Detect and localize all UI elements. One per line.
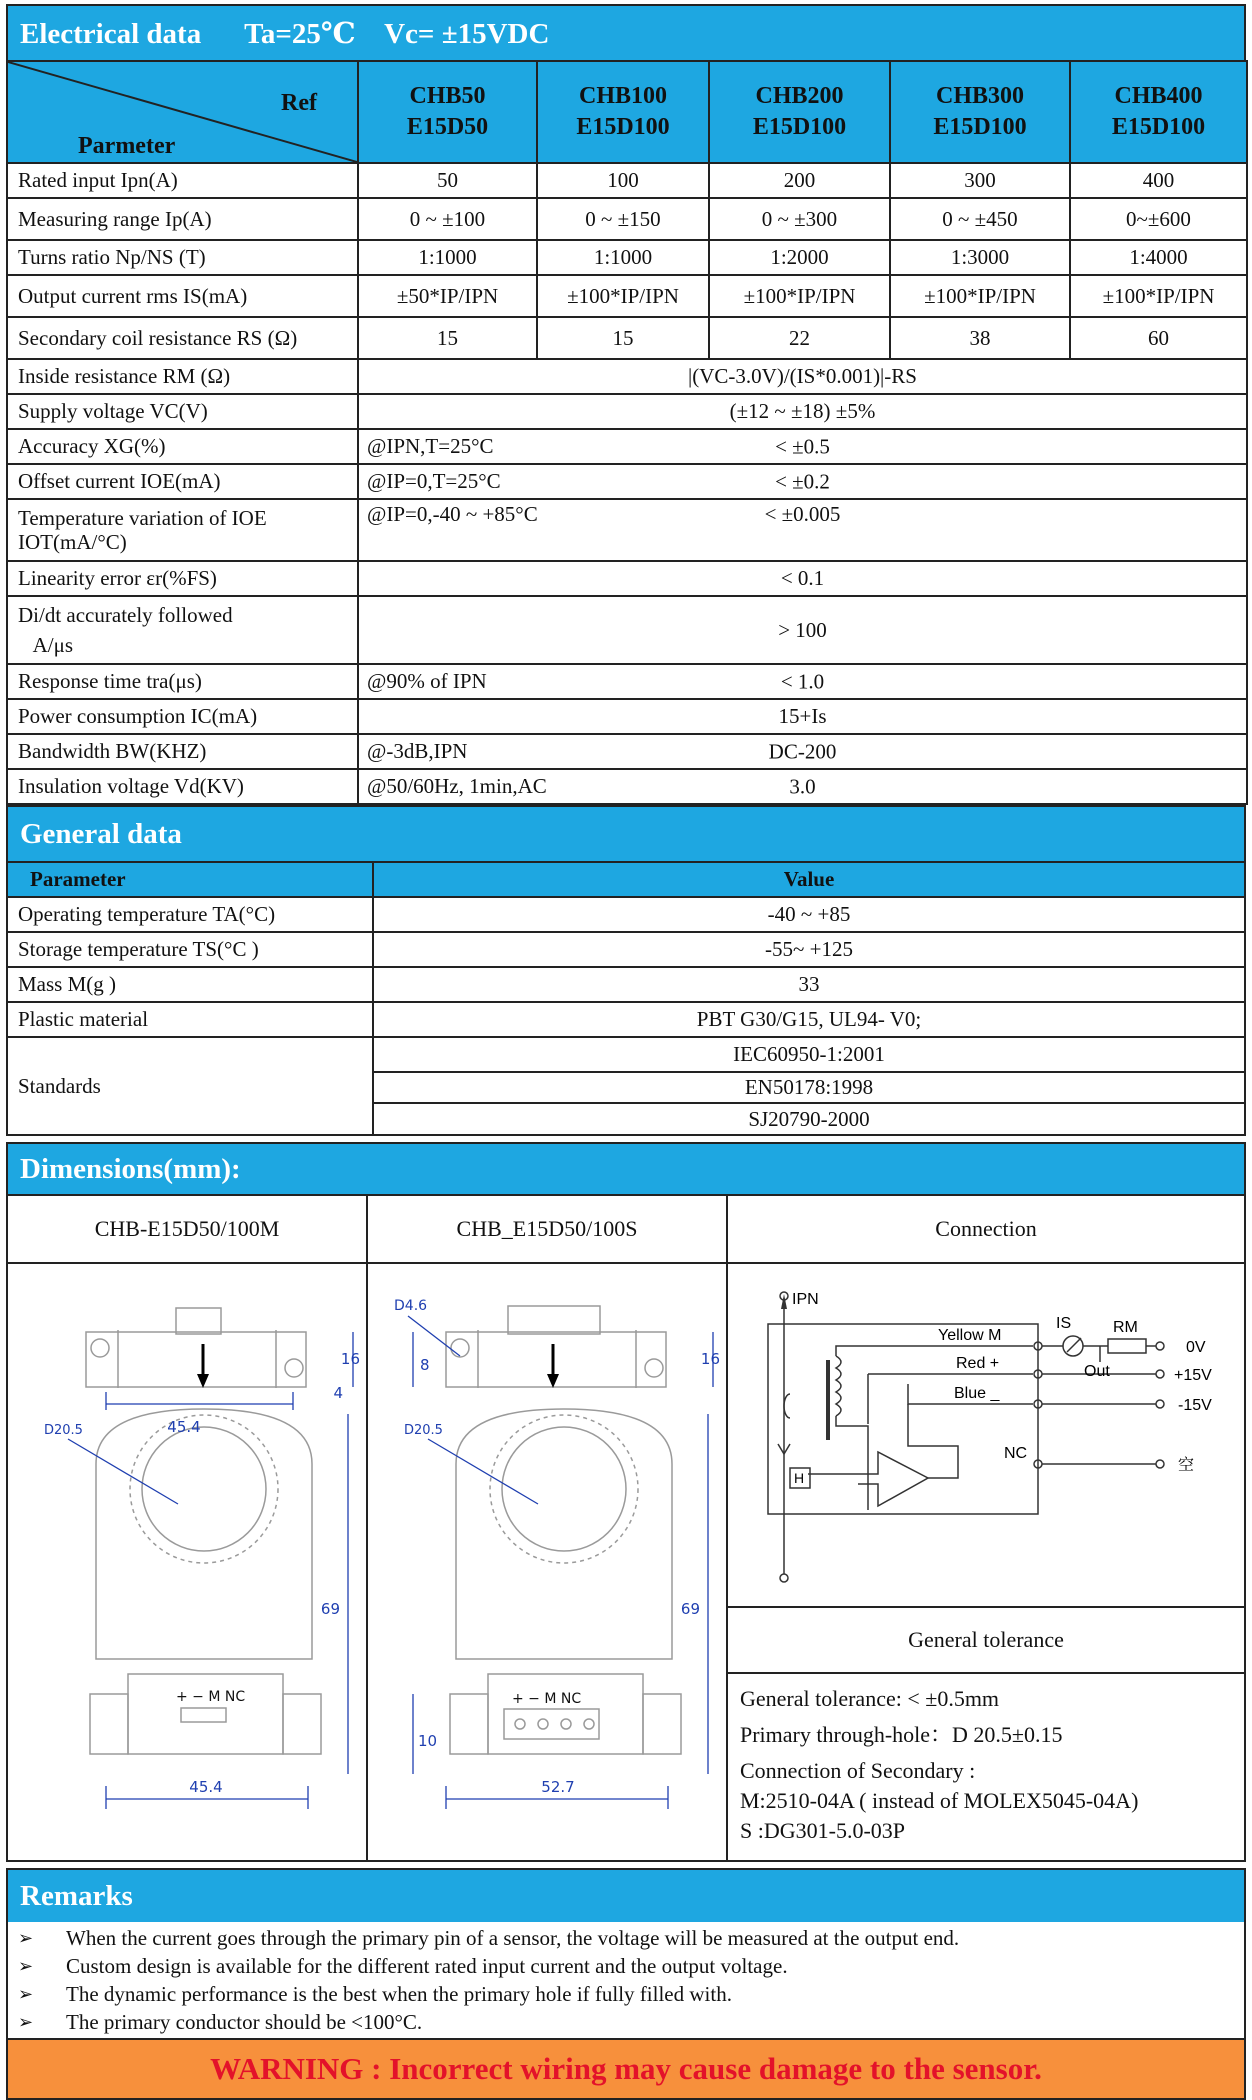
connection-title: Connection xyxy=(727,1195,1245,1263)
cell: IEC60950-1:2001 xyxy=(373,1037,1245,1072)
cell: 0~±600 xyxy=(1070,198,1247,240)
table-row xyxy=(7,1037,1245,1072)
table-row xyxy=(7,932,1245,967)
label-blue: Blue _ xyxy=(954,1385,1000,1402)
cell: 100 xyxy=(537,163,709,198)
cell: 200 xyxy=(709,163,890,198)
model-chb200: CHB200 E15D100 xyxy=(709,61,890,163)
dim-width-top: 45.4 xyxy=(167,1418,201,1436)
label-is: IS xyxy=(1056,1315,1072,1332)
table-row xyxy=(7,499,1247,561)
list-item: ➢ The dynamic performance is the best when the primary hole if fully filled with. xyxy=(18,1982,732,2006)
table-row xyxy=(7,1002,1245,1037)
label-empty: 空 xyxy=(1178,1457,1195,1474)
row-label: Response time tra(μs) xyxy=(7,664,358,699)
pin-labels: + − M NC xyxy=(512,1691,582,1707)
tolerance-line: Primary through-hole：D 20.5±0.15 xyxy=(740,1722,1063,1747)
general-table xyxy=(6,861,1246,1136)
general-header xyxy=(6,805,1246,861)
connection-svg xyxy=(728,1264,1245,1606)
row-label: Measuring range Ip(A) xyxy=(7,198,358,240)
row-label: Linearity error εr(%FS) xyxy=(7,561,358,596)
tolerance-text xyxy=(728,1674,1244,1856)
row-label: Standards xyxy=(7,1037,373,1135)
label-minus15v: -15V xyxy=(1178,1397,1212,1414)
cell: 22 xyxy=(709,317,890,359)
cell: ±100*IP/IPN xyxy=(890,275,1070,317)
row-label: Temperature variation of IOE IOT(mA/°C) xyxy=(7,499,358,561)
cell: ±100*IP/IPN xyxy=(537,275,709,317)
electrical-header xyxy=(6,4,1246,60)
remarks-list xyxy=(6,1922,1246,2040)
model-chb300: CHB300 E15D100 xyxy=(890,61,1070,163)
tolerance-line: Connection of Secondary : xyxy=(740,1758,976,1783)
connection-panel xyxy=(727,1263,1245,1861)
list-item: ➢ When the current goes through the primary pin of a sensor, the voltage will be measured at the output end. xyxy=(18,1926,960,1950)
cell: 60 xyxy=(1070,317,1247,359)
tolerance-title: General tolerance xyxy=(728,1606,1244,1674)
row-label: Storage temperature TS(°C ) xyxy=(7,932,373,967)
label-0v: 0V xyxy=(1186,1339,1206,1356)
table-row xyxy=(7,275,1247,317)
electrical-title: Electrical data Ta=25℃ Vc= ±15VDC xyxy=(20,17,550,50)
model-chb400: CHB400 E15D100 xyxy=(1070,61,1247,163)
cell: 15 xyxy=(358,317,537,359)
label-rm: RM xyxy=(1113,1319,1138,1336)
cell: @IPN,T=25°C < ±0.5 xyxy=(358,429,1247,464)
row-label: Inside resistance RM (Ω) xyxy=(7,359,358,394)
row-label: Secondary coil resistance RS (Ω) xyxy=(7,317,358,359)
tolerance-line: General tolerance: < ±0.5mm xyxy=(740,1686,1000,1711)
cell: SJ20790-2000 xyxy=(373,1103,1245,1135)
tolerance-line: M:2510-04A ( instead of MOLEX5045-04A) xyxy=(740,1788,1139,1813)
model-chb100: CHB100 E15D100 xyxy=(537,61,709,163)
ref-parameter-cell xyxy=(7,61,358,163)
row-label: Rated input Ipn(A) xyxy=(7,163,358,198)
cell: @-3dB,IPN DC-200 xyxy=(358,734,1247,769)
list-item: ➢ Custom design is available for the different rated input current and the output voltage. xyxy=(18,1954,788,1978)
table-row xyxy=(7,596,1247,664)
cell: 15 xyxy=(537,317,709,359)
cell: @50/60Hz, 1min,AC 3.0 xyxy=(358,769,1247,804)
cell: 15+Is xyxy=(358,699,1247,734)
model-s-title: CHB_E15D50/100S xyxy=(367,1195,727,1263)
table-row xyxy=(7,897,1245,932)
table-row xyxy=(7,240,1247,275)
row-label: Mass M(g ) xyxy=(7,967,373,1002)
label-red: Red + xyxy=(956,1355,1000,1372)
general-title: General data xyxy=(20,817,182,850)
cell: ±50*IP/IPN xyxy=(358,275,537,317)
remarks-header xyxy=(6,1868,1246,1922)
warning-text: WARNING : Incorrect wiring may cause damage to the sensor. xyxy=(210,2051,1042,2086)
table-row xyxy=(7,734,1247,769)
cell: 400 xyxy=(1070,163,1247,198)
row-label: Offset current IOE(mA) xyxy=(7,464,358,499)
dim-pin: 4 xyxy=(333,1384,343,1402)
general-header-row xyxy=(7,862,1245,897)
cell: @90% of IPN < 1.0 xyxy=(358,664,1247,699)
dimensions-header xyxy=(6,1142,1246,1194)
cell: 0 ~ ±300 xyxy=(709,198,890,240)
cell: (±12 ~ ±18) ±5% xyxy=(358,394,1247,429)
cell: < 0.1 xyxy=(358,561,1247,596)
row-label: Accuracy XG(%) xyxy=(7,429,358,464)
dimensions-table xyxy=(6,1194,1246,1862)
parameter-label: Parmeter xyxy=(78,133,176,159)
label-out: Out xyxy=(1084,1363,1110,1380)
dim-hole: D20.5 xyxy=(44,1423,83,1438)
dim-width-bottom: 52.7 xyxy=(541,1778,575,1796)
label-nc: NC xyxy=(1004,1445,1028,1462)
cell: EN50178:1998 xyxy=(373,1072,1245,1103)
table-row xyxy=(7,198,1247,240)
cell: 50 xyxy=(358,163,537,198)
row-label: Di/dt accurately followed A/μs xyxy=(7,596,358,664)
table-row xyxy=(7,317,1247,359)
label-yellow: Yellow M xyxy=(938,1327,1002,1344)
dim-height: 69 xyxy=(320,1600,340,1618)
table-row xyxy=(7,429,1247,464)
electrical-table xyxy=(6,60,1248,805)
tolerance-line: S :DG301-5.0-03P xyxy=(740,1818,906,1843)
col-header-parameter: Parameter xyxy=(7,862,373,897)
label-h: H xyxy=(794,1470,805,1486)
list-item: ➢ The primary conductor should be <100°C. xyxy=(18,2010,423,2034)
cell: 1:3000 xyxy=(890,240,1070,275)
table-row xyxy=(7,769,1247,804)
model-m-title: CHB-E15D50/100M xyxy=(7,1195,367,1263)
cell: PBT G30/G15, UL94- V0; xyxy=(373,1002,1245,1037)
table-row xyxy=(7,394,1247,429)
dim-height: 69 xyxy=(680,1600,700,1618)
row-label: Output current rms IS(mA) xyxy=(7,275,358,317)
dim-height-left: 8 xyxy=(420,1356,430,1374)
cell: 1:2000 xyxy=(709,240,890,275)
table-row xyxy=(7,699,1247,734)
cell: -55~ +125 xyxy=(373,932,1245,967)
col-header-value: Value xyxy=(373,862,1245,897)
cell: 33 xyxy=(373,967,1245,1002)
label-plus15v: +15V xyxy=(1174,1367,1212,1384)
cell: 1:1000 xyxy=(537,240,709,275)
cell: 0 ~ ±100 xyxy=(358,198,537,240)
dimensions-title: Dimensions(mm): xyxy=(20,1152,241,1185)
row-label: Plastic material xyxy=(7,1002,373,1037)
row-label: Bandwidth BW(KHZ) xyxy=(7,734,358,769)
dim-height-top: 16 xyxy=(700,1350,720,1368)
cell: @IP=0,T=25°C < ±0.2 xyxy=(358,464,1247,499)
dim-hole: D20.5 xyxy=(404,1423,443,1438)
drawing-s-svg xyxy=(368,1264,727,1854)
cell: 0 ~ ±450 xyxy=(890,198,1070,240)
ref-label: Ref xyxy=(281,90,317,116)
datasheet xyxy=(6,4,1246,2100)
cell: 1:1000 xyxy=(358,240,537,275)
drawings-row xyxy=(7,1263,1245,1861)
cell: ±100*IP/IPN xyxy=(709,275,890,317)
cell: 300 xyxy=(890,163,1070,198)
row-label: Turns ratio Np/NS (T) xyxy=(7,240,358,275)
remarks-title: Remarks xyxy=(20,1879,133,1912)
table-row xyxy=(7,163,1247,198)
cell: @IP=0,-40 ~ +85°C < ±0.005 xyxy=(358,499,1247,561)
model-chb50: CHB50 E15D50 xyxy=(358,61,537,163)
label-ipn: IPN xyxy=(792,1291,819,1308)
drawing-model-m xyxy=(7,1263,367,1861)
warning-banner xyxy=(6,2040,1246,2100)
model-header-row xyxy=(7,61,1247,163)
table-row xyxy=(7,359,1247,394)
pin-labels: + − M NC xyxy=(176,1689,246,1705)
dim-height-top: 16 xyxy=(340,1350,360,1368)
drawing-m-svg xyxy=(8,1264,367,1854)
row-label: Insulation voltage Vd(KV) xyxy=(7,769,358,804)
cell: 1:4000 xyxy=(1070,240,1247,275)
dim-foot: 10 xyxy=(418,1732,438,1750)
table-row xyxy=(7,561,1247,596)
row-label: Supply voltage VC(V) xyxy=(7,394,358,429)
row-label: Power consumption IC(mA) xyxy=(7,699,358,734)
table-row xyxy=(7,967,1245,1002)
cell: 0 ~ ±150 xyxy=(537,198,709,240)
cell: -40 ~ +85 xyxy=(373,897,1245,932)
connection-diagram xyxy=(728,1264,1244,1606)
dim-width-bottom: 45.4 xyxy=(189,1778,223,1796)
dim-mount-hole: D4.6 xyxy=(394,1298,428,1314)
table-row xyxy=(7,664,1247,699)
cell: |(VC-3.0V)/(IS*0.001)|-RS xyxy=(358,359,1247,394)
dimensions-header-row xyxy=(7,1195,1245,1263)
row-label: Operating temperature TA(°C) xyxy=(7,897,373,932)
drawing-model-s xyxy=(367,1263,727,1861)
table-row xyxy=(7,464,1247,499)
cell: ±100*IP/IPN xyxy=(1070,275,1247,317)
cell: > 100 xyxy=(358,596,1247,664)
cell: 38 xyxy=(890,317,1070,359)
